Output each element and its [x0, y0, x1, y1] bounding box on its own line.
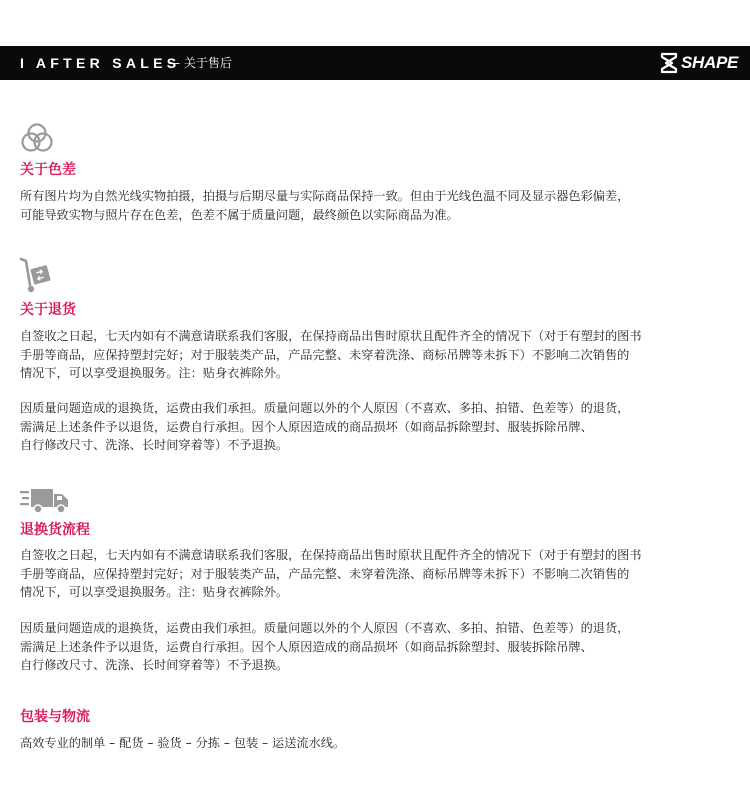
section-paragraph: 自签收之日起，七天内如有不满意请联系我们客服，在保持商品出售时原状且配件齐全的情况下（对于有塑封的图书 手册等商品，应保持塑封完好；对于服装类产品，产品完整、未穿着洗涤、商标吊牌等未拆下）不影响二次销售的 情况下，可以享受退换服务。注：贴身衣裤除外。 — [20, 548, 642, 599]
section-paragraph: 因质量问题造成的退换货，运费由我们承担。质量问题以外的个人原因（不喜欢、多拍、拍错、色差等）的退货， 需满足上述条件予以退货，运费自行承担。因个人原因造成的商品损坏（如商品拆除塑封、服装拆除吊牌、 自行修改尺寸、洗涤、长时间穿着等）不予退换。 — [20, 401, 630, 452]
hourglass-logo-icon — [660, 52, 678, 74]
section-title-return-process: 退换货流程 — [20, 522, 90, 538]
page-subtitle: — 关于售后 — [168, 56, 232, 70]
section-paragraph: 所有图片均为自然光线实物拍摄，拍摄与后期尽量与实际商品保持一致。但由于光线色温不同及显示器色彩偏差， 可能导致实物与照片存在色差，色差不属于质量问题，最终颜色以实际商品为准。 — [20, 189, 630, 222]
section-title-returns: 关于退货 — [20, 302, 76, 318]
return-cart-icon — [18, 257, 56, 295]
delivery-truck-icon — [20, 488, 70, 514]
section-paragraph: 自签收之日起，七天内如有不满意请联系我们客服，在保持商品出售时原状且配件齐全的情况下（对于有塑封的图书 手册等商品，应保持塑封完好；对于服装类产品，产品完整、未穿着洗涤、商标吊牌等未拆下）不影响二次销售的 情况下，可以享受退换服务。注：贴身衣裤除外。 — [20, 329, 642, 380]
section-paragraph: 高效专业的制单 – 配货 – 验货 – 分拣 – 包装 – 运送流水线。 — [20, 736, 346, 750]
color-circles-icon — [20, 122, 56, 154]
section-paragraph: 因质量问题造成的退换货，运费由我们承担。质量问题以外的个人原因（不喜欢、多拍、拍错、色差等）的退货， 需满足上述条件予以退货，运费自行承担。因个人原因造成的商品损坏（如商品拆除塑封、服装拆除吊牌、 自行修改尺寸、洗涤、长时间穿着等）不予退换。 — [20, 621, 630, 672]
page-title: I AFTER SALES — [20, 55, 181, 71]
section-title-packaging-logistics: 包装与物流 — [20, 709, 90, 725]
header-bar — [0, 46, 750, 80]
section-title-color-difference: 关于色差 — [20, 162, 76, 178]
brand-name: SHAPE — [681, 53, 739, 72]
